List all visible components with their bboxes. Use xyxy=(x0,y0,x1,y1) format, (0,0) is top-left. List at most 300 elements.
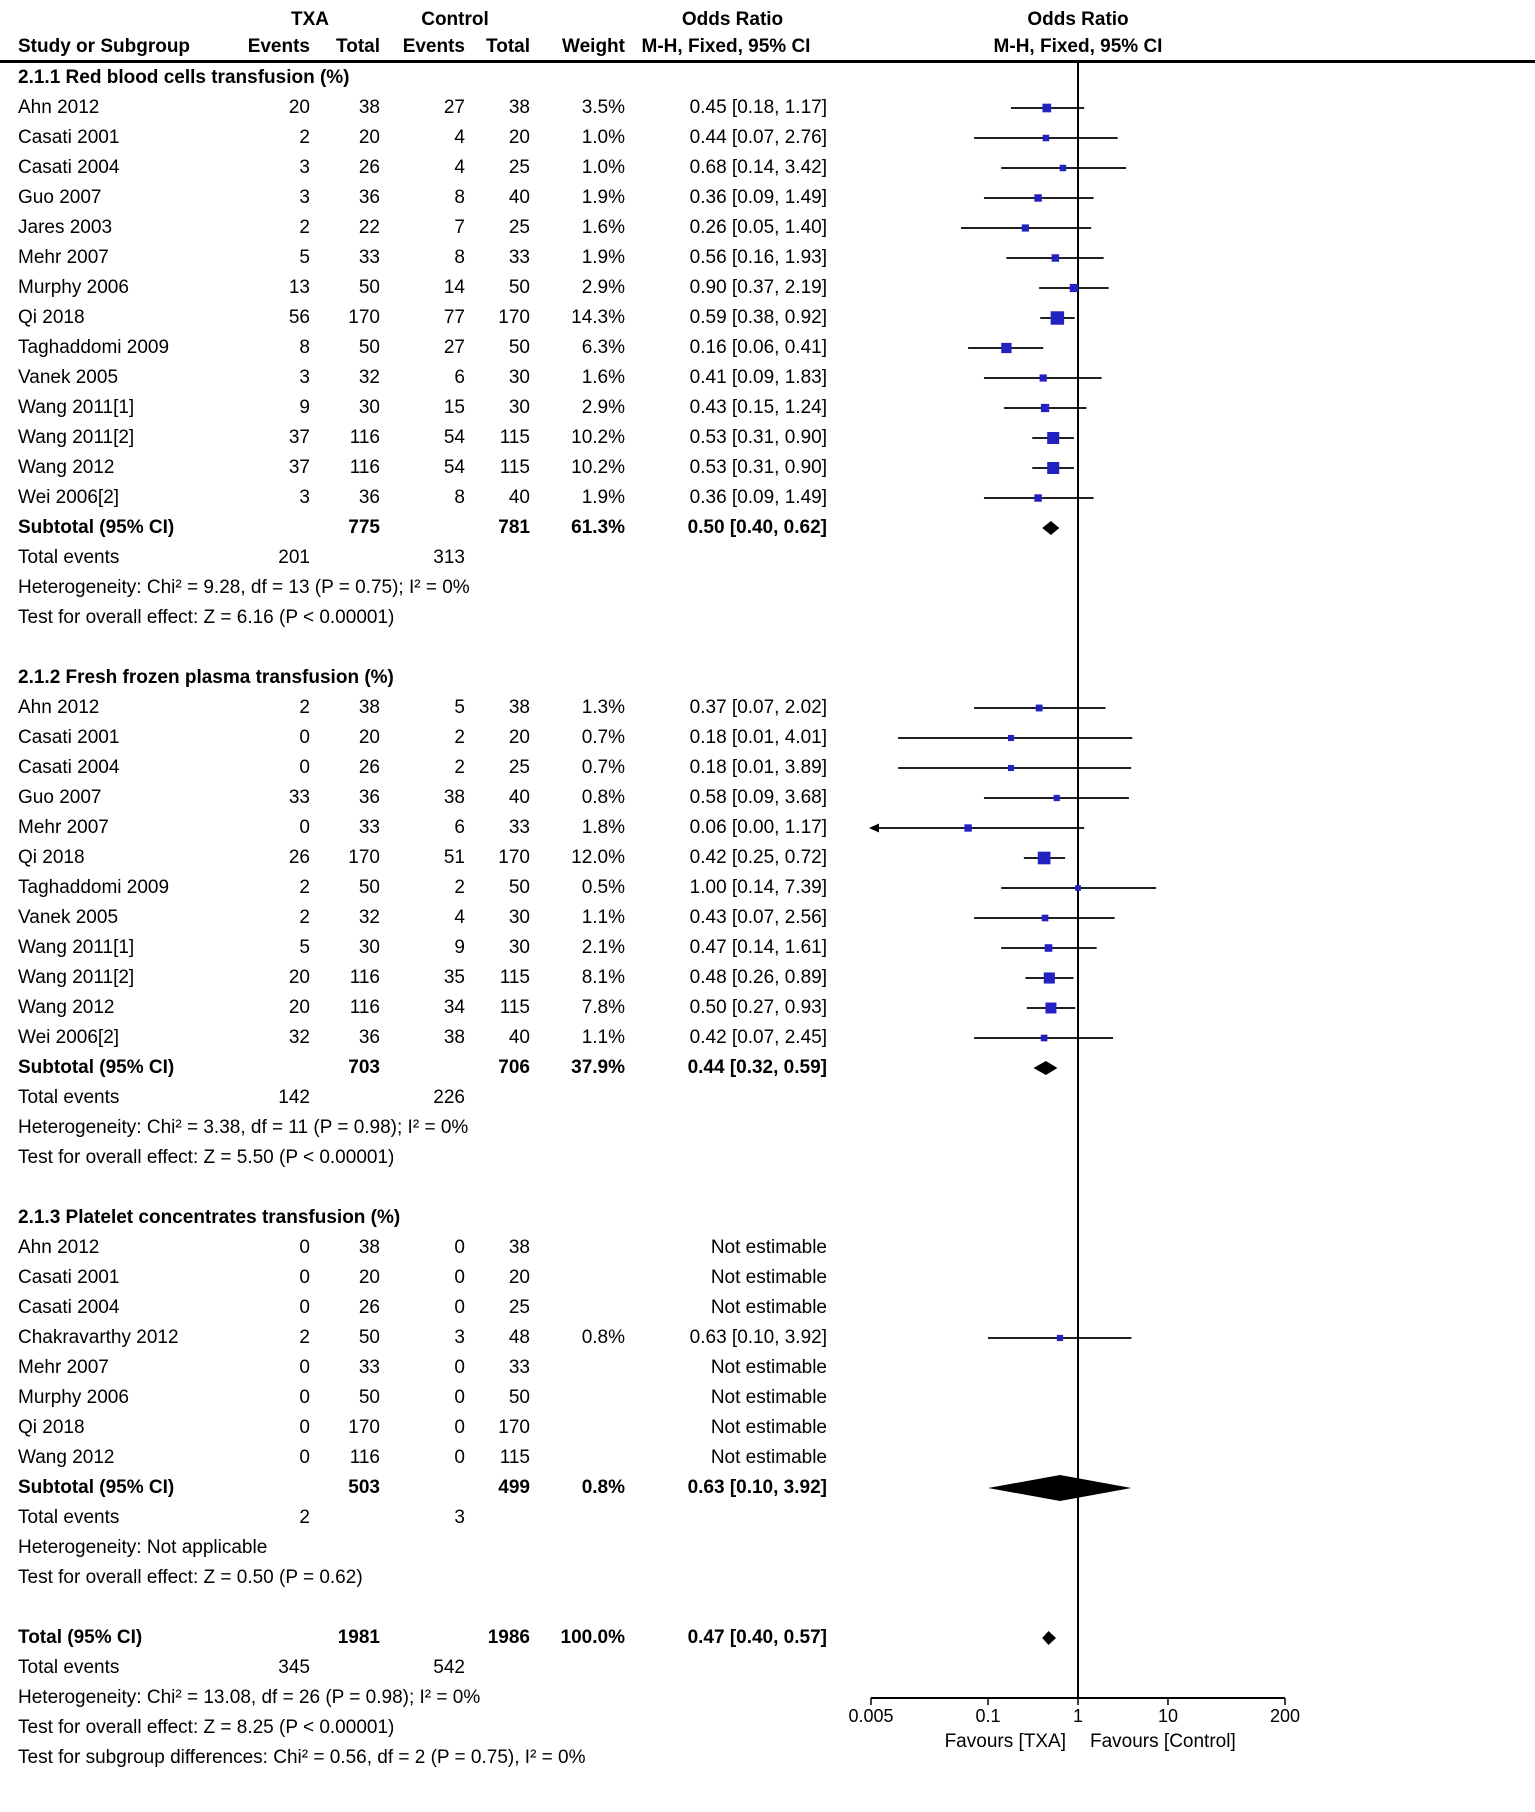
or-ci-text: 0.16 [0.06, 0.41] xyxy=(689,337,827,358)
forest-plot-cell xyxy=(840,1383,1535,1413)
study-row xyxy=(0,963,1535,993)
forest-plot-graphics xyxy=(840,513,1535,543)
point-estimate-marker xyxy=(1008,735,1014,741)
spacer xyxy=(380,513,465,543)
forest-plot-cell xyxy=(840,1113,1535,1143)
forest-plot-cell xyxy=(840,1323,1535,1353)
forest-plot-graphics xyxy=(840,933,1535,963)
weight-value: 1.6% xyxy=(581,367,625,388)
forest-plot-cell xyxy=(840,123,1535,153)
txa-total: 50 xyxy=(358,337,380,358)
or-ci-text: Not estimable xyxy=(710,1447,827,1468)
forest-plot-cell xyxy=(840,723,1535,753)
control-total: 33 xyxy=(508,1357,530,1378)
weight-value: 0.7% xyxy=(581,757,625,778)
forest-plot-cell xyxy=(840,693,1535,723)
study-name: Murphy 2006 xyxy=(18,277,129,298)
point-estimate-marker xyxy=(1047,462,1059,474)
point-estimate-marker xyxy=(1040,374,1047,381)
section-gap xyxy=(0,633,1535,663)
forest-plot-cell xyxy=(840,753,1535,783)
forest-plot-graphics xyxy=(840,993,1535,1023)
study-name: Wei 2006[2] xyxy=(18,487,120,508)
spacer xyxy=(625,543,840,573)
txa-events: 26 xyxy=(288,847,310,868)
or-ci-text: 0.42 [0.25, 0.72] xyxy=(689,847,827,868)
or-ci-text: 0.18 [0.01, 4.01] xyxy=(689,727,827,748)
study-name: Wang 2011[2] xyxy=(18,967,135,988)
forest-plot-cell xyxy=(840,363,1535,393)
study-row xyxy=(0,993,1535,1023)
control-total: 48 xyxy=(508,1327,530,1348)
forest-plot-graphics xyxy=(840,363,1535,393)
forest-plot-cell xyxy=(840,1173,1535,1203)
forest-plot-graphics xyxy=(840,453,1535,483)
study-name: Ahn 2012 xyxy=(18,697,100,718)
or-ci-text: 0.18 [0.01, 3.89] xyxy=(689,757,827,778)
txa-events: 2 xyxy=(299,697,310,718)
control-events: 0 xyxy=(454,1447,465,1468)
txa-events: 56 xyxy=(288,307,310,328)
or-ci-text: Not estimable xyxy=(710,1237,827,1258)
spacer xyxy=(625,1653,840,1683)
txa-total: 33 xyxy=(358,1357,380,1378)
txa-total: 30 xyxy=(358,397,380,418)
study-row xyxy=(0,1293,1535,1323)
section-title: 2.1.3 Platelet concentrates transfusion (%) xyxy=(18,1207,401,1228)
or-ci-text: 0.26 [0.05, 1.40] xyxy=(689,217,827,238)
point-estimate-marker xyxy=(1042,104,1051,113)
forest-plot-cell xyxy=(840,1203,1535,1233)
weight-value: 12.0% xyxy=(571,847,625,868)
point-estimate-marker xyxy=(1001,343,1011,353)
or-ci-text: 0.63 [0.10, 3.92] xyxy=(689,1327,827,1348)
weight-value: 14.3% xyxy=(571,307,625,328)
txa-events: 2 xyxy=(299,907,310,928)
forest-plot-graphics xyxy=(840,303,1535,333)
overall-effect-row xyxy=(0,1143,1535,1173)
control-events: 8 xyxy=(454,247,465,268)
forest-plot-cell xyxy=(840,603,1535,633)
study-name: Wang 2012 xyxy=(18,1447,115,1468)
txa-total: 22 xyxy=(358,217,380,238)
txa-events: 0 xyxy=(299,1357,310,1378)
txa-events: 20 xyxy=(288,967,310,988)
txa-total: 116 xyxy=(349,1447,380,1468)
subtotal-row xyxy=(0,1053,1535,1083)
control-total: 33 xyxy=(508,247,530,268)
study-row xyxy=(0,243,1535,273)
forest-plot-cell xyxy=(840,1653,1535,1683)
study-name: Taghaddomi 2009 xyxy=(18,337,170,358)
txa-total: 32 xyxy=(358,367,380,388)
spacer xyxy=(530,1653,625,1683)
footer-block xyxy=(0,1683,1535,1783)
txa-total: 36 xyxy=(358,187,380,208)
study-row xyxy=(0,123,1535,153)
method-column-header: M-H, Fixed, 95% CI xyxy=(641,36,811,57)
forest-plot-cell xyxy=(840,183,1535,213)
weight-value: 1.3% xyxy=(581,697,625,718)
subtotal-weight: 37.9% xyxy=(571,1057,625,1078)
spacer xyxy=(310,1083,380,1113)
subtotal-weight: 61.3% xyxy=(571,517,625,538)
subtotal-or-ci: 0.50 [0.40, 0.62] xyxy=(687,517,827,538)
control-events: 8 xyxy=(454,187,465,208)
point-estimate-marker xyxy=(964,824,971,831)
txa-events: 8 xyxy=(299,337,310,358)
study-name: Ahn 2012 xyxy=(18,1237,100,1258)
table-header xyxy=(0,6,1535,63)
study-name: Wang 2012 xyxy=(18,457,115,478)
or-ci-text: Not estimable xyxy=(710,1387,827,1408)
axis-tick-label: 200 xyxy=(1269,1706,1301,1726)
spacer xyxy=(310,1503,380,1533)
study-row xyxy=(0,1383,1535,1413)
or-ci-text: 0.50 [0.27, 0.93] xyxy=(689,997,827,1018)
forest-plot-cell xyxy=(840,1533,1535,1563)
control-total: 30 xyxy=(508,937,530,958)
control-total: 115 xyxy=(499,457,530,478)
control-total: 40 xyxy=(508,1027,530,1048)
weight-column-header: Weight xyxy=(562,36,625,57)
study-row xyxy=(0,873,1535,903)
control-events: 38 xyxy=(443,787,465,808)
txa-total: 33 xyxy=(358,817,380,838)
total-footnotes xyxy=(0,1683,840,1783)
txa-events: 2 xyxy=(299,1327,310,1348)
weight-value: 0.8% xyxy=(581,1327,625,1348)
study-name: Vanek 2005 xyxy=(18,367,119,388)
grand-total-txa: 1981 xyxy=(337,1627,380,1648)
control-total: 115 xyxy=(499,967,530,988)
overall-effect: Test for overall effect: Z = 6.16 (P < 0.00001) xyxy=(18,607,395,628)
study-row xyxy=(0,423,1535,453)
subtotal-label: Subtotal (95% CI) xyxy=(18,1477,175,1498)
study-name: Guo 2007 xyxy=(18,187,102,208)
spacer xyxy=(465,543,530,573)
overall-effect: Test for overall effect: Z = 0.50 (P = 0.62) xyxy=(18,1567,363,1588)
subtotal-control-total: 499 xyxy=(498,1477,530,1498)
forest-plot-graphics xyxy=(840,1023,1535,1053)
favours-right-label: Favours [Control] xyxy=(1090,1731,1236,1752)
point-estimate-marker xyxy=(1036,705,1043,712)
control-events: 0 xyxy=(454,1267,465,1288)
txa-total: 116 xyxy=(349,457,380,478)
study-row xyxy=(0,813,1535,843)
weight-value: 1.9% xyxy=(581,187,625,208)
subtotal-txa-total: 703 xyxy=(348,1057,380,1078)
txa-total: 20 xyxy=(358,727,380,748)
section-title: 2.1.1 Red blood cells transfusion (%) xyxy=(18,67,350,88)
txa-events: 2 xyxy=(299,877,310,898)
txa-events: 0 xyxy=(299,1297,310,1318)
total-events-txa: 142 xyxy=(278,1087,310,1108)
txa-total: 116 xyxy=(349,997,380,1018)
or-ci-text: 0.44 [0.07, 2.76] xyxy=(689,127,827,148)
forest-plot-cell xyxy=(840,423,1535,453)
control-events-column-header: Events xyxy=(402,36,465,57)
forest-plot-graphics xyxy=(840,693,1535,723)
study-row xyxy=(0,483,1535,513)
control-events: 77 xyxy=(443,307,465,328)
axis-tick-label: 0.1 xyxy=(975,1706,1001,1726)
overall-effect-row xyxy=(0,1563,1535,1593)
spacer xyxy=(240,1473,310,1503)
control-events: 0 xyxy=(454,1297,465,1318)
control-total: 30 xyxy=(508,907,530,928)
or-ci-text: 0.41 [0.09, 1.83] xyxy=(689,367,827,388)
study-name: Qi 2018 xyxy=(18,847,85,868)
txa-total: 170 xyxy=(348,847,380,868)
study-name: Jares 2003 xyxy=(18,217,113,238)
control-events: 9 xyxy=(454,937,465,958)
point-estimate-marker xyxy=(1034,194,1041,201)
forest-plot-graphics xyxy=(840,1323,1535,1353)
control-events: 54 xyxy=(443,457,465,478)
weight-value: 10.2% xyxy=(571,457,625,478)
weight-value: 1.0% xyxy=(581,157,625,178)
plot-method-header: M-H, Fixed, 95% CI xyxy=(993,36,1163,57)
total-events-label: Total events xyxy=(18,1507,120,1528)
or-ci-text: Not estimable xyxy=(710,1267,827,1288)
weight-value xyxy=(530,1383,625,1413)
control-events: 8 xyxy=(454,487,465,508)
group-header-row xyxy=(0,6,1535,33)
txa-total: 33 xyxy=(358,247,380,268)
or-ci-text: 0.36 [0.09, 1.49] xyxy=(689,187,827,208)
total-label: Total (95% CI) xyxy=(18,1627,143,1648)
forest-plot-cell xyxy=(840,1293,1535,1323)
total-events-row xyxy=(0,1083,1535,1113)
point-estimate-marker xyxy=(1044,972,1055,983)
txa-total: 26 xyxy=(358,757,380,778)
spacer xyxy=(0,1173,840,1203)
forest-plot-graphics xyxy=(840,1473,1535,1503)
study-name: Chakravarthy 2012 xyxy=(18,1327,179,1348)
spacer xyxy=(310,543,380,573)
txa-total: 36 xyxy=(358,787,380,808)
control-total: 25 xyxy=(508,757,530,778)
weight-value: 2.9% xyxy=(581,397,625,418)
table-body xyxy=(0,63,1535,1683)
forest-plot-cell xyxy=(840,1473,1535,1503)
spacer xyxy=(625,1083,840,1113)
txa-events: 0 xyxy=(299,1417,310,1438)
total-events-txa: 345 xyxy=(278,1657,310,1678)
pooled-diamond xyxy=(988,1475,1131,1501)
forest-plot-graphics xyxy=(840,273,1535,303)
control-total: 25 xyxy=(508,1297,530,1318)
study-row xyxy=(0,1323,1535,1353)
txa-events: 3 xyxy=(299,157,310,178)
study-name: Wang 2011[1] xyxy=(18,397,135,418)
forest-plot-cell xyxy=(840,1353,1535,1383)
total-row xyxy=(0,1623,1535,1653)
forest-plot-cell xyxy=(840,1623,1535,1653)
study-name: Wei 2006[2] xyxy=(18,1027,120,1048)
study-row xyxy=(0,183,1535,213)
forest-plot-graphics xyxy=(840,1053,1535,1083)
axis-tick-label: 1 xyxy=(1072,1706,1084,1726)
forest-plot-graphics xyxy=(840,963,1535,993)
forest-plot-graphics xyxy=(840,213,1535,243)
total-events-row xyxy=(0,1653,1535,1683)
forest-plot-cell xyxy=(840,1233,1535,1263)
forest-plot-cell xyxy=(840,963,1535,993)
point-estimate-marker xyxy=(1038,852,1051,865)
control-total: 170 xyxy=(498,847,530,868)
point-estimate-marker xyxy=(1008,765,1014,771)
or-ci-text: 0.59 [0.38, 0.92] xyxy=(689,307,827,328)
section-gap xyxy=(0,1593,1535,1623)
spacer xyxy=(465,1503,530,1533)
total-events-control: 313 xyxy=(433,547,465,568)
forest-plot-graphics xyxy=(840,153,1535,183)
forest-plot-graphics xyxy=(840,243,1535,273)
control-events: 2 xyxy=(454,727,465,748)
control-total: 40 xyxy=(508,487,530,508)
forest-plot-cell xyxy=(840,633,1535,663)
forest-plot-cell xyxy=(840,243,1535,273)
or-ci-text: Not estimable xyxy=(710,1417,827,1438)
study-name: Casati 2004 xyxy=(18,757,120,778)
weight-value: 0.8% xyxy=(581,787,625,808)
study-name: Casati 2001 xyxy=(18,727,120,748)
txa-total-column-header: Total xyxy=(336,36,380,57)
weight-value xyxy=(530,1233,625,1263)
control-total: 40 xyxy=(508,187,530,208)
control-events: 7 xyxy=(454,217,465,238)
control-total: 38 xyxy=(508,97,530,118)
study-name: Wang 2011[2] xyxy=(18,427,135,448)
subtotal-label: Subtotal (95% CI) xyxy=(18,1057,175,1078)
control-total: 50 xyxy=(508,877,530,898)
heterogeneity: Heterogeneity: Chi² = 3.38, df = 11 (P = 0.98); I² = 0% xyxy=(18,1117,469,1138)
forest-plot-cell xyxy=(840,1413,1535,1443)
txa-events: 3 xyxy=(299,187,310,208)
spacer xyxy=(240,513,310,543)
point-estimate-marker xyxy=(1054,795,1060,801)
weight-value: 1.9% xyxy=(581,247,625,268)
control-events: 5 xyxy=(454,697,465,718)
forest-plot-cell xyxy=(840,1563,1535,1593)
forest-plot-cell xyxy=(840,1053,1535,1083)
control-events: 27 xyxy=(443,337,465,358)
txa-events: 0 xyxy=(299,1447,310,1468)
subtotal-row xyxy=(0,1473,1535,1503)
forest-plot-graphics xyxy=(840,873,1535,903)
study-name: Wang 2011[1] xyxy=(18,937,135,958)
control-total: 170 xyxy=(498,1417,530,1438)
forest-plot-cell xyxy=(840,1023,1535,1053)
or-ci-text: 0.43 [0.15, 1.24] xyxy=(689,397,827,418)
grand-total-or-ci: 0.47 [0.40, 0.57] xyxy=(687,1627,827,1648)
axis-tick-label: 10 xyxy=(1157,1706,1178,1726)
txa-events: 2 xyxy=(299,217,310,238)
weight-value xyxy=(530,1293,625,1323)
total-events-control: 226 xyxy=(433,1087,465,1108)
study-row xyxy=(0,1443,1535,1473)
control-events: 2 xyxy=(454,757,465,778)
favours-left-label: Favours [TXA] xyxy=(944,1731,1066,1752)
forest-plot-cell xyxy=(840,1593,1535,1623)
forest-plot-cell xyxy=(840,1443,1535,1473)
point-estimate-marker xyxy=(1042,915,1049,922)
control-events: 51 xyxy=(443,847,465,868)
point-estimate-marker xyxy=(1041,1035,1048,1042)
overall-effect: Test for overall effect: Z = 5.50 (P < 0.00001) xyxy=(18,1147,395,1168)
ci-arrow-left xyxy=(869,824,879,833)
total-events-row xyxy=(0,1503,1535,1533)
spacer xyxy=(0,6,240,33)
control-total: 38 xyxy=(508,697,530,718)
weight-value xyxy=(530,1443,625,1473)
total-events-label: Total events xyxy=(18,1657,120,1678)
control-total: 40 xyxy=(508,787,530,808)
txa-events: 0 xyxy=(299,1267,310,1288)
column-header-row xyxy=(0,33,1535,60)
txa-events-column-header: Events xyxy=(247,36,310,57)
forest-plot-cell xyxy=(840,1263,1535,1293)
heterogeneity-row xyxy=(0,573,1535,603)
control-events: 6 xyxy=(454,817,465,838)
control-events: 4 xyxy=(454,157,465,178)
control-events: 34 xyxy=(443,997,465,1018)
forest-plot-cell xyxy=(840,213,1535,243)
txa-events: 0 xyxy=(299,727,310,748)
study-row xyxy=(0,153,1535,183)
or-ci-text: 1.00 [0.14, 7.39] xyxy=(689,877,827,898)
weight-value xyxy=(530,1413,625,1443)
study-name: Qi 2018 xyxy=(18,307,85,328)
point-estimate-marker xyxy=(1052,254,1059,261)
txa-events: 5 xyxy=(299,937,310,958)
forest-plot-cell xyxy=(840,393,1535,423)
or-ci-text: 0.43 [0.07, 2.56] xyxy=(689,907,827,928)
point-estimate-marker xyxy=(1045,1003,1056,1014)
point-estimate-marker xyxy=(1057,1335,1063,1341)
weight-value: 1.1% xyxy=(581,1027,625,1048)
study-row xyxy=(0,1353,1535,1383)
study-row xyxy=(0,1023,1535,1053)
weight-value: 0.5% xyxy=(581,877,625,898)
plot-subheader-cell xyxy=(840,33,1535,60)
forest-plot-cell xyxy=(840,543,1535,573)
control-events: 27 xyxy=(443,97,465,118)
txa-total: 170 xyxy=(348,1417,380,1438)
plot-or-header: Odds Ratio xyxy=(1027,9,1129,30)
or-ci-text: 0.06 [0.00, 1.17] xyxy=(689,817,827,838)
study-row xyxy=(0,393,1535,423)
or-ci-text: 0.53 [0.31, 0.90] xyxy=(689,427,827,448)
spacer xyxy=(530,1503,625,1533)
point-estimate-marker xyxy=(1047,432,1059,444)
study-row xyxy=(0,1233,1535,1263)
forest-plot-cell xyxy=(840,333,1535,363)
txa-events: 20 xyxy=(288,997,310,1018)
study-row xyxy=(0,843,1535,873)
txa-total: 20 xyxy=(358,1267,380,1288)
study-column-header: Study or Subgroup xyxy=(18,36,191,57)
spacer xyxy=(240,1053,310,1083)
txa-total: 32 xyxy=(358,907,380,928)
section-title-row xyxy=(0,1203,1535,1233)
total-events-control: 3 xyxy=(454,1507,465,1528)
study-row xyxy=(0,1413,1535,1443)
txa-events: 33 xyxy=(288,787,310,808)
forest-plot-graphics xyxy=(840,783,1535,813)
